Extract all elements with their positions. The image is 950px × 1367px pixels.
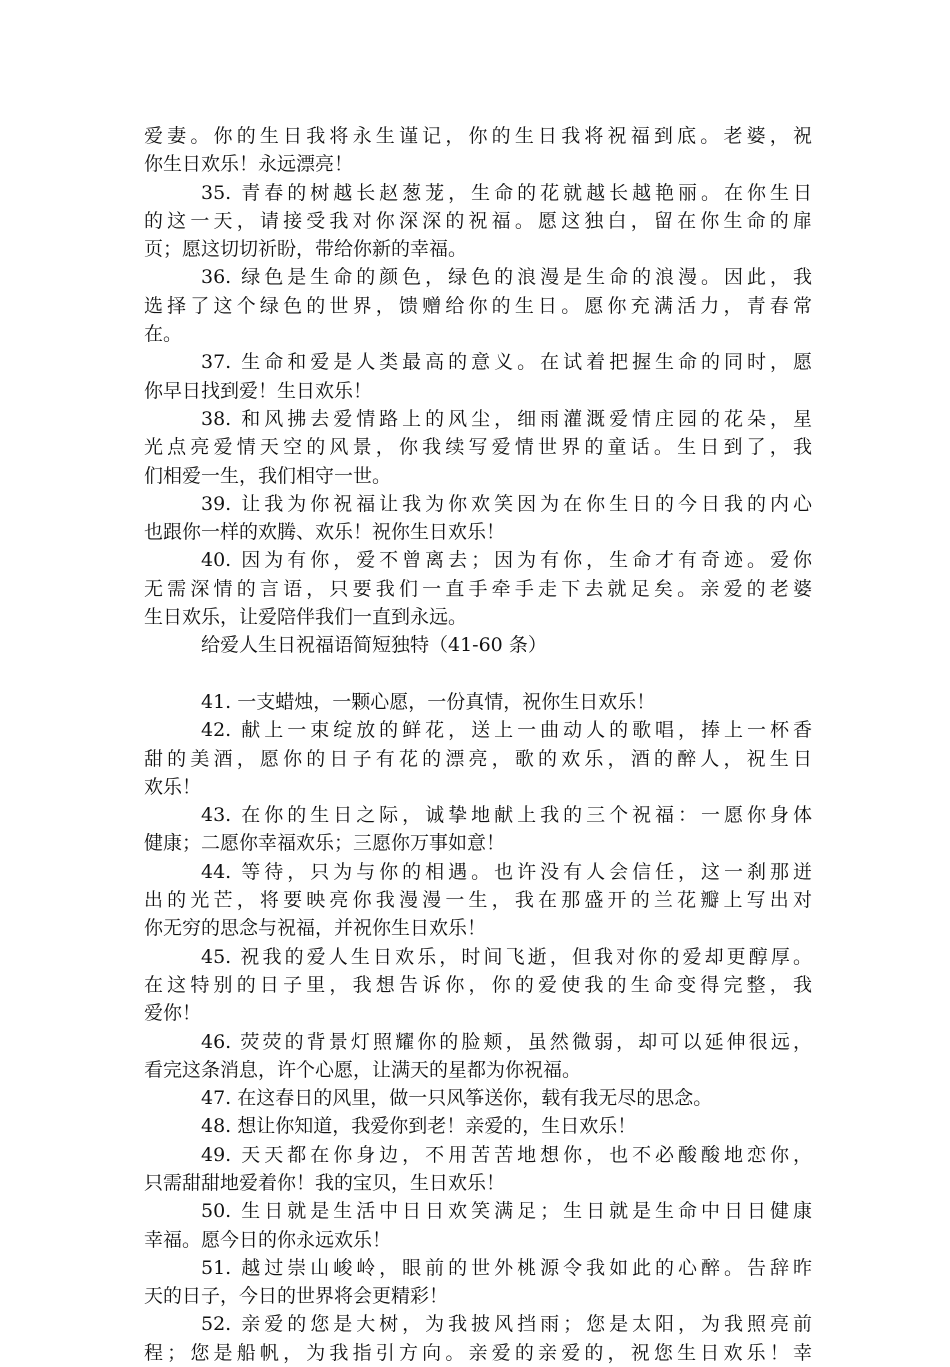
text-line: 43. 在你的生日之际，诚挚地献上我的三个祝福：一愿你身体 bbox=[201, 804, 812, 827]
text-line: 46. 荧荧的背景灯照耀你的脸颊，虽然微弱，却可以延伸很远， bbox=[201, 1030, 812, 1053]
text-line: 51. 越过崇山峻岭，眼前的世外桃源令我如此的心醉。告辞昨 bbox=[201, 1256, 812, 1279]
text-line: 们相爱一生，我们相守一世。 bbox=[144, 464, 392, 487]
text-line: 37. 生命和爱是人类最高的意义。在试着把握生命的同时，愿 bbox=[201, 351, 812, 374]
text-line: 42. 献上一束绽放的鲜花，送上一曲动人的歌唱，捧上一杯香 bbox=[201, 719, 812, 742]
text-line: 程；您是船帆，为我指引方向。亲爱的亲爱的，祝您生日欢乐！幸 bbox=[144, 1341, 812, 1364]
text-line: 健康；二愿你幸福欢乐；三愿你万事如意！ bbox=[144, 832, 506, 855]
text-line: 给爱人生日祝福语简短独特（41-60 条） bbox=[201, 634, 547, 657]
text-line: 40. 因为有你，爱不曾离去；因为有你，生命才有奇迹。爱你 bbox=[201, 549, 812, 572]
text-line: 49. 天天都在你身边，不用苦苦地想你，也不必酸酸地恋你， bbox=[201, 1143, 812, 1166]
text-line: 你生日欢乐！永远漂亮！ bbox=[144, 153, 354, 176]
text-line: 出的光芒，将要映亮你我漫漫一生，我在那盛开的兰花瓣上写出对 bbox=[144, 889, 812, 912]
text-line: 生日欢乐，让爱陪伴我们一直到永远。 bbox=[144, 606, 468, 629]
blank-line bbox=[144, 660, 812, 688]
text-line: 44. 等待，只为与你的相遇。也许没有人会信任，这一刹那迸 bbox=[201, 860, 812, 883]
text-line: 50. 生日就是生活中日日欢笑满足；生日就是生命中日日健康 bbox=[201, 1200, 812, 1223]
text-line: 幸福。愿今日的你永远欢乐！ bbox=[144, 1228, 392, 1251]
text-line: 38. 和风拂去爱情路上的风尘，细雨灌溉爱情庄园的花朵，星 bbox=[201, 407, 812, 430]
text-line: 39. 让我为你祝福让我为你欢笑因为在你生日的今日我的内心 bbox=[201, 492, 812, 515]
text-line: 天的日子，今日的世界将会更精彩！ bbox=[144, 1285, 449, 1308]
text-line: 爱妻。你的生日我将永生谨记，你的生日我将祝福到底。老婆，祝 bbox=[144, 125, 812, 147]
text-line: 在这特别的日子里，我想告诉你，你的爱使我的生命变得完整，我 bbox=[144, 973, 812, 996]
document-page bbox=[144, 122, 812, 1367]
text-line: 52. 亲爱的您是大树，为我披风挡雨；您是太阳，为我照亮前 bbox=[201, 1313, 812, 1336]
text-line: 45. 祝我的爱人生日欢乐，时间飞逝，但我对你的爱却更醇厚。 bbox=[201, 945, 812, 968]
text-line: 光点亮爱情天空的风景，你我续写爱情世界的童话。生日到了，我 bbox=[144, 436, 812, 459]
text-line: 无需深情的言语，只要我们一直手牵手走下去就足矣。亲爱的老婆 bbox=[144, 577, 812, 600]
text-line: 你早日找到爱！生日欢乐！ bbox=[144, 379, 373, 402]
text-line: 爱你！ bbox=[144, 1002, 202, 1025]
text-line: 看完这条消息，许个心愿，让满天的星都为你祝福。 bbox=[144, 1058, 582, 1081]
text-line: 36. 绿色是生命的颜色，绿色的浪漫是生命的浪漫。因此，我 bbox=[201, 266, 812, 289]
text-line: 47. 在这春日的风里，做一只风筝送你，载有我无尽的思念。 bbox=[201, 1087, 713, 1110]
text-line: 48. 想让你知道，我爱你到老！亲爱的，生日欢乐！ bbox=[201, 1115, 637, 1138]
text-line: 欢乐！ bbox=[144, 775, 202, 798]
text-line: 35. 青春的树越长赵葱茏，生命的花就越长越艳丽。在你生日 bbox=[201, 181, 812, 204]
text-line: 页；愿这切切祈盼，带给你新的幸福。 bbox=[144, 238, 468, 261]
text-line: 你无穷的思念与祝福，并祝你生日欢乐！ bbox=[144, 917, 487, 940]
text-line: 的这一天，请接受我对你深深的祝福。愿这独白，留在你生命的扉 bbox=[144, 209, 812, 232]
text-line: 41. 一支蜡烛，一颗心愿，一份真情，祝你生日欢乐！ bbox=[201, 690, 656, 713]
text-line: 在。 bbox=[144, 323, 183, 346]
text-line: 选择了这个绿色的世界，馈赠给你的生日。愿你充满活力，青春常 bbox=[144, 294, 812, 317]
text-line: 只需甜甜地爱着你！我的宝贝，生日欢乐！ bbox=[144, 1171, 506, 1194]
text-line: 也跟你一样的欢腾、欢乐！祝你生日欢乐！ bbox=[144, 521, 506, 544]
text-line: 甜的美酒，愿你的日子有花的漂亮，歌的欢乐，酒的醉人，祝生日 bbox=[144, 747, 812, 770]
